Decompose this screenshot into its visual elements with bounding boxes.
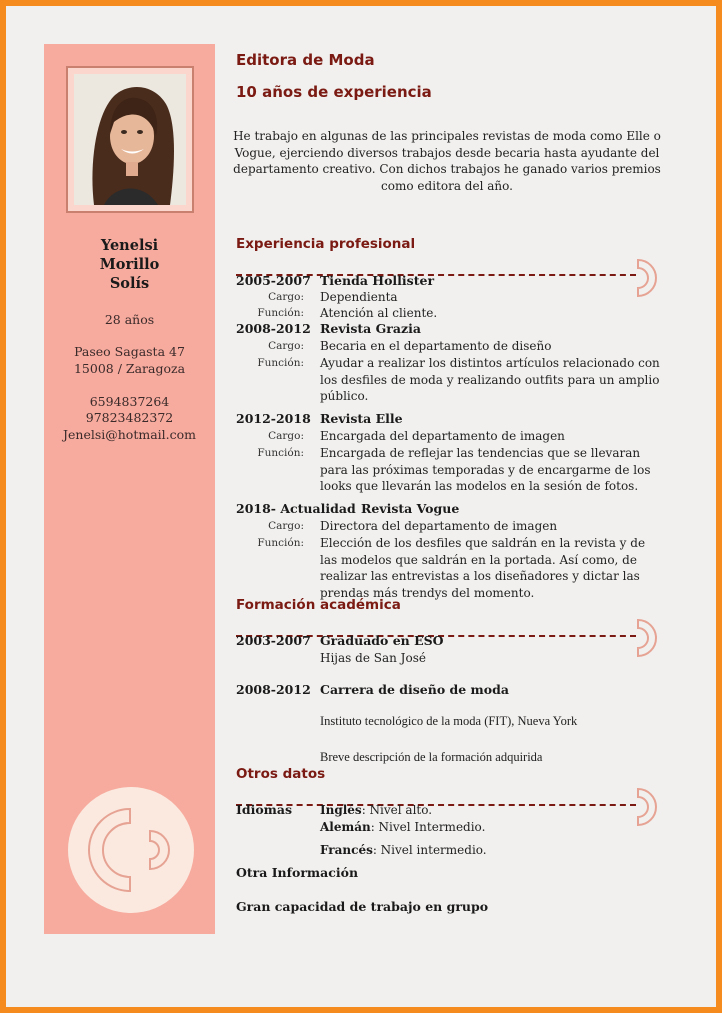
education-school: Instituto tecnológico de la moda (FIT), Nueva York	[320, 714, 578, 728]
funcion-label: Función:	[257, 357, 304, 369]
funcion-label: Función:	[257, 307, 304, 319]
job-period: 2005-2007	[236, 273, 311, 288]
language-item	[320, 842, 662, 859]
job-period: 2008-2012	[236, 321, 311, 336]
job-company: Tienda Hollister	[320, 273, 435, 288]
language-level: : Nivel Intermedio.	[370, 820, 486, 834]
education-heading: Formación académica	[236, 597, 401, 613]
job-period: 2018- Actualidad	[236, 501, 356, 516]
job-company: Revista Elle	[320, 411, 403, 426]
language-level: : Nivel alto.	[361, 803, 433, 817]
profile-photo	[74, 74, 186, 205]
language-name: Inglés	[320, 803, 362, 817]
profile-email: Jenelsi@hotmail.com	[62, 427, 197, 442]
language-item	[320, 802, 662, 819]
education-school: Hijas de San José	[320, 651, 426, 665]
experience-heading: Experiencia profesional	[236, 236, 416, 252]
job-cargo: Becaria en el departamento de diseño	[320, 339, 552, 353]
summary-paragraph: He trabajo en algunas de las principales revistas de moda como Elle o Vogue, ejerciendo diversos trabajos desde becaria hasta ayudante del departamento creativo. Con dichos trabajos he ganado varios premios como editora del año.	[233, 129, 661, 193]
job-cargo: Dependienta	[320, 290, 398, 304]
profile-name-middle: Morillo	[99, 256, 160, 273]
language-name: Alemán	[320, 820, 371, 834]
education-period: 2008-2012	[236, 682, 311, 697]
profile-phone-2: 97823482372	[85, 410, 174, 425]
education-description: Breve descripción de la formación adquirida	[320, 750, 543, 764]
funcion-label: Función:	[257, 447, 304, 459]
language-level: : Nivel intermedio.	[372, 843, 487, 857]
job-cargo: Encargada del departamento de imagen	[320, 429, 565, 443]
funcion-label: Función:	[257, 537, 304, 549]
decorative-c-logo-icon	[68, 787, 194, 913]
job-funcion: Atención al cliente.	[320, 306, 438, 320]
job-cargo: Directora del departamento de imagen	[320, 519, 558, 533]
language-item	[320, 819, 662, 836]
job-funcion: Ayudar a realizar los distintos artículos relacionado con los desfiles de moda y realizando outfits para un amplio público.	[320, 356, 660, 403]
job-title: Editora de Moda	[236, 51, 375, 69]
job-period: 2012-2018	[236, 411, 311, 426]
cargo-label: Cargo:	[268, 430, 304, 442]
profile-photo-frame	[66, 66, 194, 213]
portrait-illustration	[74, 74, 186, 205]
profile-name-last: Solís	[109, 275, 150, 292]
education-period: 2003-2007	[236, 633, 311, 648]
cargo-label: Cargo:	[268, 520, 304, 532]
cargo-label: Cargo:	[268, 340, 304, 352]
job-funcion: Encargada de reflejar las tendencias que se llevaran para las próximas temporadas y de encargarme de los looks que llevarán las modelos en la sesión de fotos.	[320, 446, 651, 493]
job-funcion: Elección de los desfiles que saldrán en la revista y de las modelos que saldrán en la portada. Así como, de realizar las entrevistas a los diseñadores y dictar las prendas más trendys del momento.	[320, 536, 646, 600]
profile-address-street: Paseo Sagasta 47	[74, 344, 185, 359]
education-title: Graduado en ESO	[320, 633, 444, 648]
decorative-circle	[68, 787, 194, 913]
experience-years: 10 años de experiencia	[236, 83, 432, 101]
profile-phone-1: 6594837264	[89, 394, 170, 409]
profile-address-city: 15008 / Zaragoza	[73, 361, 186, 376]
language-name: Francés	[320, 843, 373, 857]
languages-label: Idiomas	[236, 802, 293, 817]
other-info-text: Gran capacidad de trabajo en grupo	[236, 899, 489, 914]
job-company: Revista Vogue	[361, 501, 460, 516]
other-heading: Otros datos	[236, 766, 326, 782]
other-info-label: Otra Información	[236, 865, 359, 880]
profile-name-first: Yenelsi	[100, 237, 159, 254]
job-company: Revista Grazia	[320, 321, 421, 336]
cargo-label: Cargo:	[268, 291, 304, 303]
profile-age: 28 años	[104, 312, 155, 327]
education-title: Carrera de diseño de moda	[320, 682, 509, 697]
